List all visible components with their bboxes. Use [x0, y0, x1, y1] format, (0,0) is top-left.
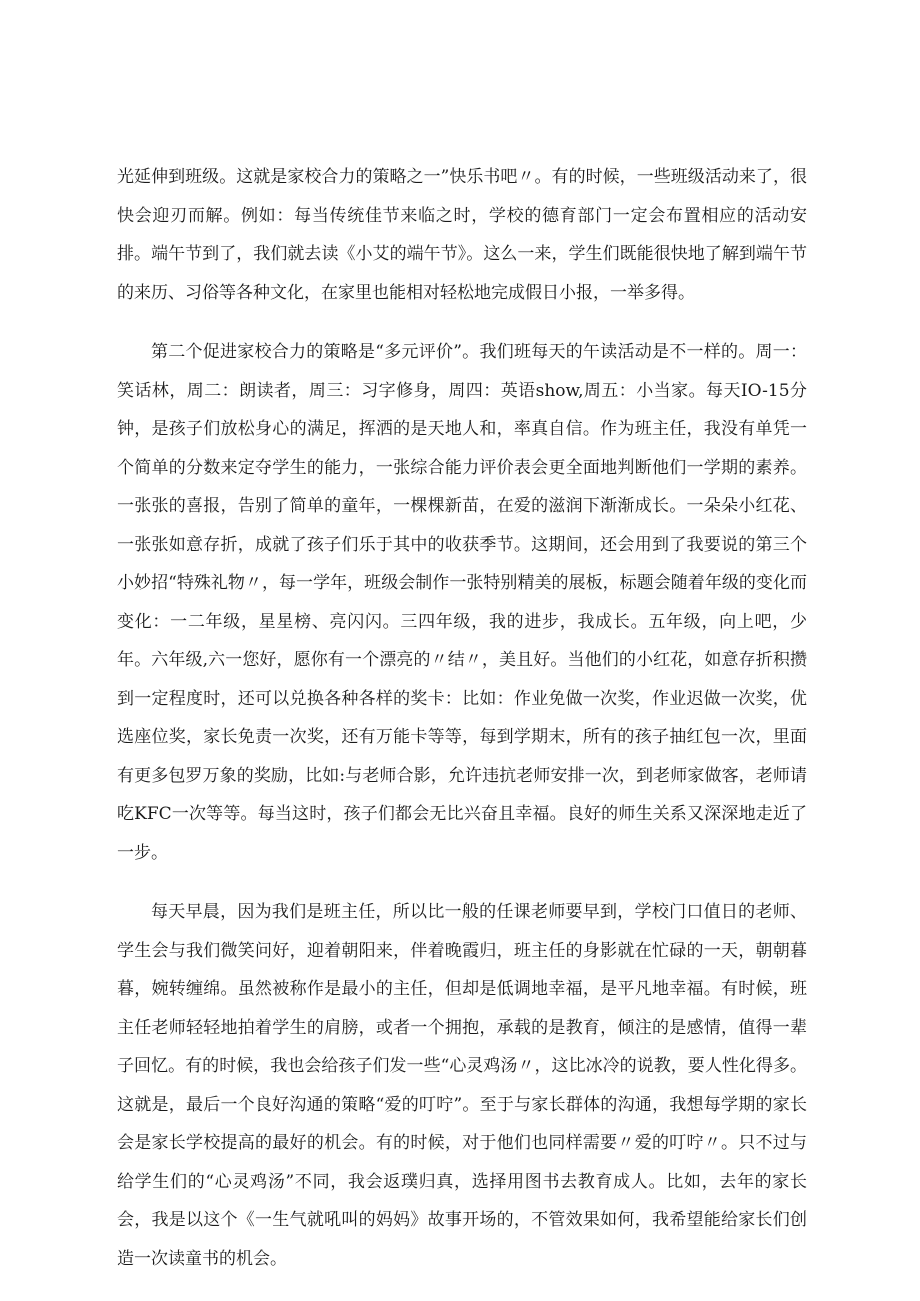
paragraph-2: 第二个促进家校合力的策略是“多元评价”。我们班每天的午读活动是不一样的。周一：笑话林，周二：朗读者，周三：习字修身，周四：英语show,周五：小当家。每天IO-15分钟，是孩子们放松身心的满足，挥洒的是天地人和，率真自信。作为班主任，我没有单凭一个简单的分数来定夺学生的能力，一张综合能力评价表会更全面地判断他们一学期的素养。一张张的喜报，告别了简单的童年，一棵棵新苗，在爱的滋润下渐渐成长。一朵朵小红花、一张张如意存折，成就了孩子们乐于其中的收获季节。这期间，还会用到了我要说的第三个小妙招“特殊礼物〃，每一学年，班级会制作一张特别精美的展板，标题会随着年级的变化而变化：一二年级，星星榜、亮闪闪。三四年级，我的进步，我成长。五年级，向上吧，少年。六年级,六一您好，愿你有一个漂亮的〃结〃，美且好。当他们的小红花，如意存折积攒到一定程度时，还可以兑换各种各样的奖卡：比如：作业免做一次奖，作业迟做一次奖，优选座位奖，家长免责一次奖，还有万能卡等等，每到学期末，所有的孩子抽红包一次，里面有更多包罗万象的奖励，比如:与老师合影，允许违抗老师安排一次，到老师家做客，老师请吃KFC一次等等。每当这时，孩子们都会无比兴奋且幸福。良好的师生关系又深深地走近了一步。 — [117, 342, 807, 863]
document-body — [117, 158, 807, 1278]
paragraph-1: 光延伸到班级。这就是家校合力的策略之一”快乐书吧〃。有的时候，一些班级活动来了，很快会迎刃而解。例如：每当传统佳节来临之时，学校的德育部门一定会布置相应的活动安排。端午节到了，我们就去读《小艾的端午节》。这么一来，学生们既能很快地了解到端午节的来历、习俗等各种文化，在家里也能相对轻松地完成假日小报，一举多得。 — [117, 167, 807, 303]
paragraph-3: 每天早晨，因为我们是班主任，所以比一般的任课老师要早到，学校门口值日的老师、学生会与我们微笑问好，迎着朝阳来，伴着晚霞归，班主任的身影就在忙碌的一天，朝朝暮暮，婉转缠绵。虽然被称作是最小的主任，但却是低调地幸福，是平凡地幸福。有时候，班主任老师轻轻地拍着学生的肩膀，或者一个拥抱，承载的是教育，倾注的是感情，值得一辈子回忆。有的时候，我也会给孩子们发一些“心灵鸡汤〃，这比冰冷的说教，要人性化得多。这就是，最后一个良好沟通的策略“爱的叮咛”。至于与家长群体的沟通，我想每学期的家长会是家长学校提高的最好的机会。有的时候，对于他们也同样需要〃爱的叮咛〃。只不过与给学生们的“心灵鸡汤”不同，我会返璞归真，选择用图书去教育成人。比如，去年的家长会，我是以这个《一生气就吼叫的妈妈》故事开场的，不管效果如何，我希望能给家长们创造一次读童书的机会。 — [117, 902, 807, 1269]
